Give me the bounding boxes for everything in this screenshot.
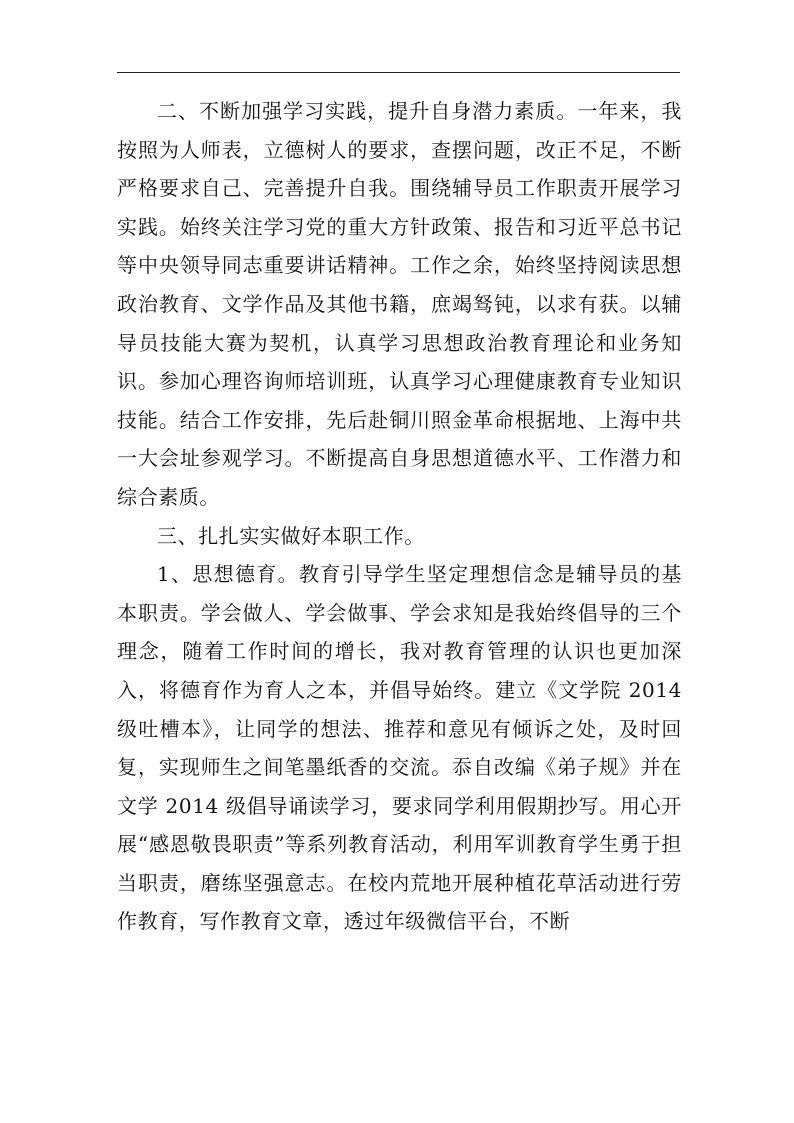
document-body bbox=[117, 92, 682, 941]
paragraph-moral-education: 1、思想德育。教育引导学生坚定理想信念是辅导员的基本职责。学会做人、学会做事、学会求知是我始终倡导的三个理念，随着工作时间的增长，我对教育管理的认识也更加深入，将德育作为育人之本，并倡导始终。建立《文学院 2014 级吐槽本》，让同学的想法、推荐和意见有倾诉之处，及时回复，实现师生之间笔墨纸香的交流。忝自改编《弟子规》并在文学 2014 级倡导诵读学习，要求同学利用假期抄写。用心开展“感恩敬畏职责”等系列教育活动，利用军训教育学生勇于担当职责，磨练坚强意志。在校内荒地开展种植花草活动进行劳作教育，写作教育文章，透过年级微信平台，不断 bbox=[117, 562, 682, 934]
paragraph-self-improvement: 二、不断加强学习实践，提升自身潜力素质。一年来，我按照为人师表，立德树人的要求，查摆问题，改正不足，不断严格要求自己、完善提升自我。围绕辅导员工作职责开展学习实践。始终关注学习党的重大方针政策、报告和习近平总书记等中央领导同志重要讲话精神。工作之余，始终坚持阅读思想政治教育、文学作品及其他书籍，庶竭驽钝，以求有获。以辅导员技能大赛为契机，认真学习思想政治教育理论和业务知识。参加心理咨询师培训班，认真学习心理健康教育专业知识技能。结合工作安排，先后赴铜川照金革命根据地、上海中共一大会址参观学习。不断提高自身思想道德水平、工作潜力和综合素质。 bbox=[117, 99, 682, 509]
header-rule bbox=[117, 72, 680, 73]
paragraph-section-heading: 三、扎扎实实做好本职工作。 bbox=[157, 523, 425, 548]
